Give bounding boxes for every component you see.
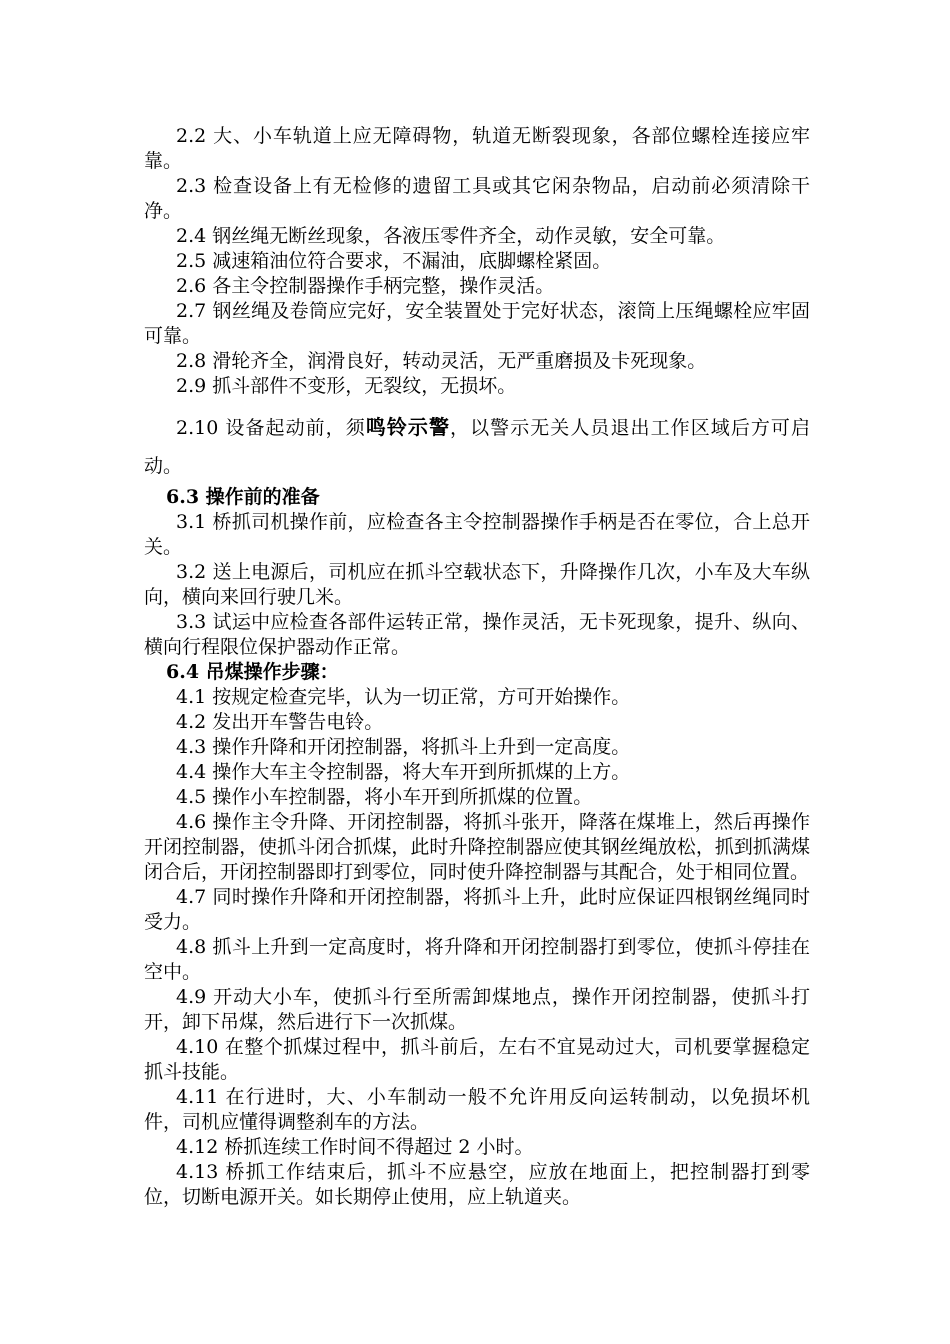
paragraph-2-10-emphasis: 鸣铃示警 [365, 415, 451, 439]
paragraph-2-5: 2.5 减速箱油位符合要求，不漏油，底脚螺栓紧固。 [176, 250, 612, 272]
paragraph-4-2: 4.2 发出开车警告电铃。 [176, 711, 384, 733]
paragraph-2-10-lead: 2.10 设备起动前，须 [176, 417, 366, 439]
paragraph-4-8: 4.8 抓斗上升到一定高度时，将升降和开闭控制器打到零位，使抓斗停挂在空中。 [144, 936, 810, 983]
paragraph-2-7: 2.7 钢丝绳及卷筒应完好，安全装置处于完好状态，滚筒上压绳螺栓应牢固可靠。 [144, 300, 810, 347]
paragraph-4-6: 4.6 操作主令升降、开闭控制器，将抓斗张开，降落在煤堆上，然后再操作开闭控制器，使抓斗闭合抓煤，此时升降控制器应使其钢丝绳放松，抓到抓满煤闭合后，开闭控制器即打到零位，同时使升降控制器与其配合，处于相同位置。 [144, 811, 810, 883]
paragraph-4-4: 4.4 操作大车主令控制器，将大车开到所抓煤的上方。 [176, 761, 631, 783]
section-heading-6-4: 6.4 吊煤操作步骤： [166, 661, 339, 683]
paragraph-4-1: 4.1 按规定检查完毕，认为一切正常，方可开始操作。 [176, 686, 631, 708]
paragraph-2-8: 2.8 滑轮齐全，润滑良好，转动灵活，无严重磨损及卡死现象。 [176, 350, 707, 372]
paragraph-4-3: 4.3 操作升降和开闭控制器，将抓斗上升到一定高度。 [176, 736, 631, 758]
paragraph-4-10: 4.10 在整个抓煤过程中，抓斗前后，左右不宜晃动过大，司机要掌握稳定抓斗技能。 [144, 1036, 810, 1083]
paragraph-2-4: 2.4 钢丝绳无断丝现象，各液压零件齐全，动作灵敏，安全可靠。 [176, 225, 726, 247]
paragraph-2-6: 2.6 各主令控制器操作手柄完整，操作灵活。 [176, 275, 555, 297]
paragraph-2-9: 2.9 抓斗部件不变形，无裂纹，无损坏。 [176, 375, 517, 397]
paragraph-2-10-tail: ，以警示无关人员退出工作区域后方可启动。 [144, 417, 810, 477]
document-body [144, 124, 810, 1210]
paragraph-3-2: 3.2 送上电源后，司机应在抓斗空载状态下，升降操作几次，小车及大车纵向，横向来回行驶几米。 [144, 561, 810, 608]
paragraph-4-13: 4.13 桥抓工作结束后，抓斗不应悬空，应放在地面上，把控制器打到零位，切断电源开关。如长期停止使用，应上轨道夹。 [144, 1161, 810, 1208]
paragraph-2-10 [144, 408, 810, 485]
paragraph-4-11: 4.11 在行进时，大、小车制动一般不允许用反向运转制动，以免损坏机件，司机应懂得调整刹车的方法。 [144, 1086, 810, 1133]
paragraph-4-9: 4.9 开动大小车，使抓斗行至所需卸煤地点，操作开闭控制器，使抓斗打开，卸下吊煤，然后进行下一次抓煤。 [144, 986, 810, 1033]
paragraph-4-12: 4.12 桥抓连续工作时间不得超过 2 小时。 [176, 1136, 534, 1158]
section-heading-6-3: 6.3 操作前的准备 [166, 486, 320, 508]
paragraph-4-5: 4.5 操作小车控制器，将小车开到所抓煤的位置。 [176, 786, 593, 808]
paragraph-3-3: 3.3 试运中应检查各部件运转正常，操作灵活，无卡死现象，提升、纵向、横向行程限位保护器动作正常。 [144, 611, 810, 658]
paragraph-2-2: 2.2 大、小车轨道上应无障碍物，轨道无断裂现象，各部位螺栓连接应牢靠。 [144, 125, 810, 172]
paragraph-3-1: 3.1 桥抓司机操作前，应检查各主令控制器操作手柄是否在零位，合上总开关。 [144, 511, 810, 558]
paragraph-4-7: 4.7 同时操作升降和开闭控制器，将抓斗上升，此时应保证四根钢丝绳同时受力。 [144, 886, 810, 933]
paragraph-2-3: 2.3 检查设备上有无检修的遗留工具或其它闲杂物品，启动前必须清除干净。 [144, 175, 810, 222]
